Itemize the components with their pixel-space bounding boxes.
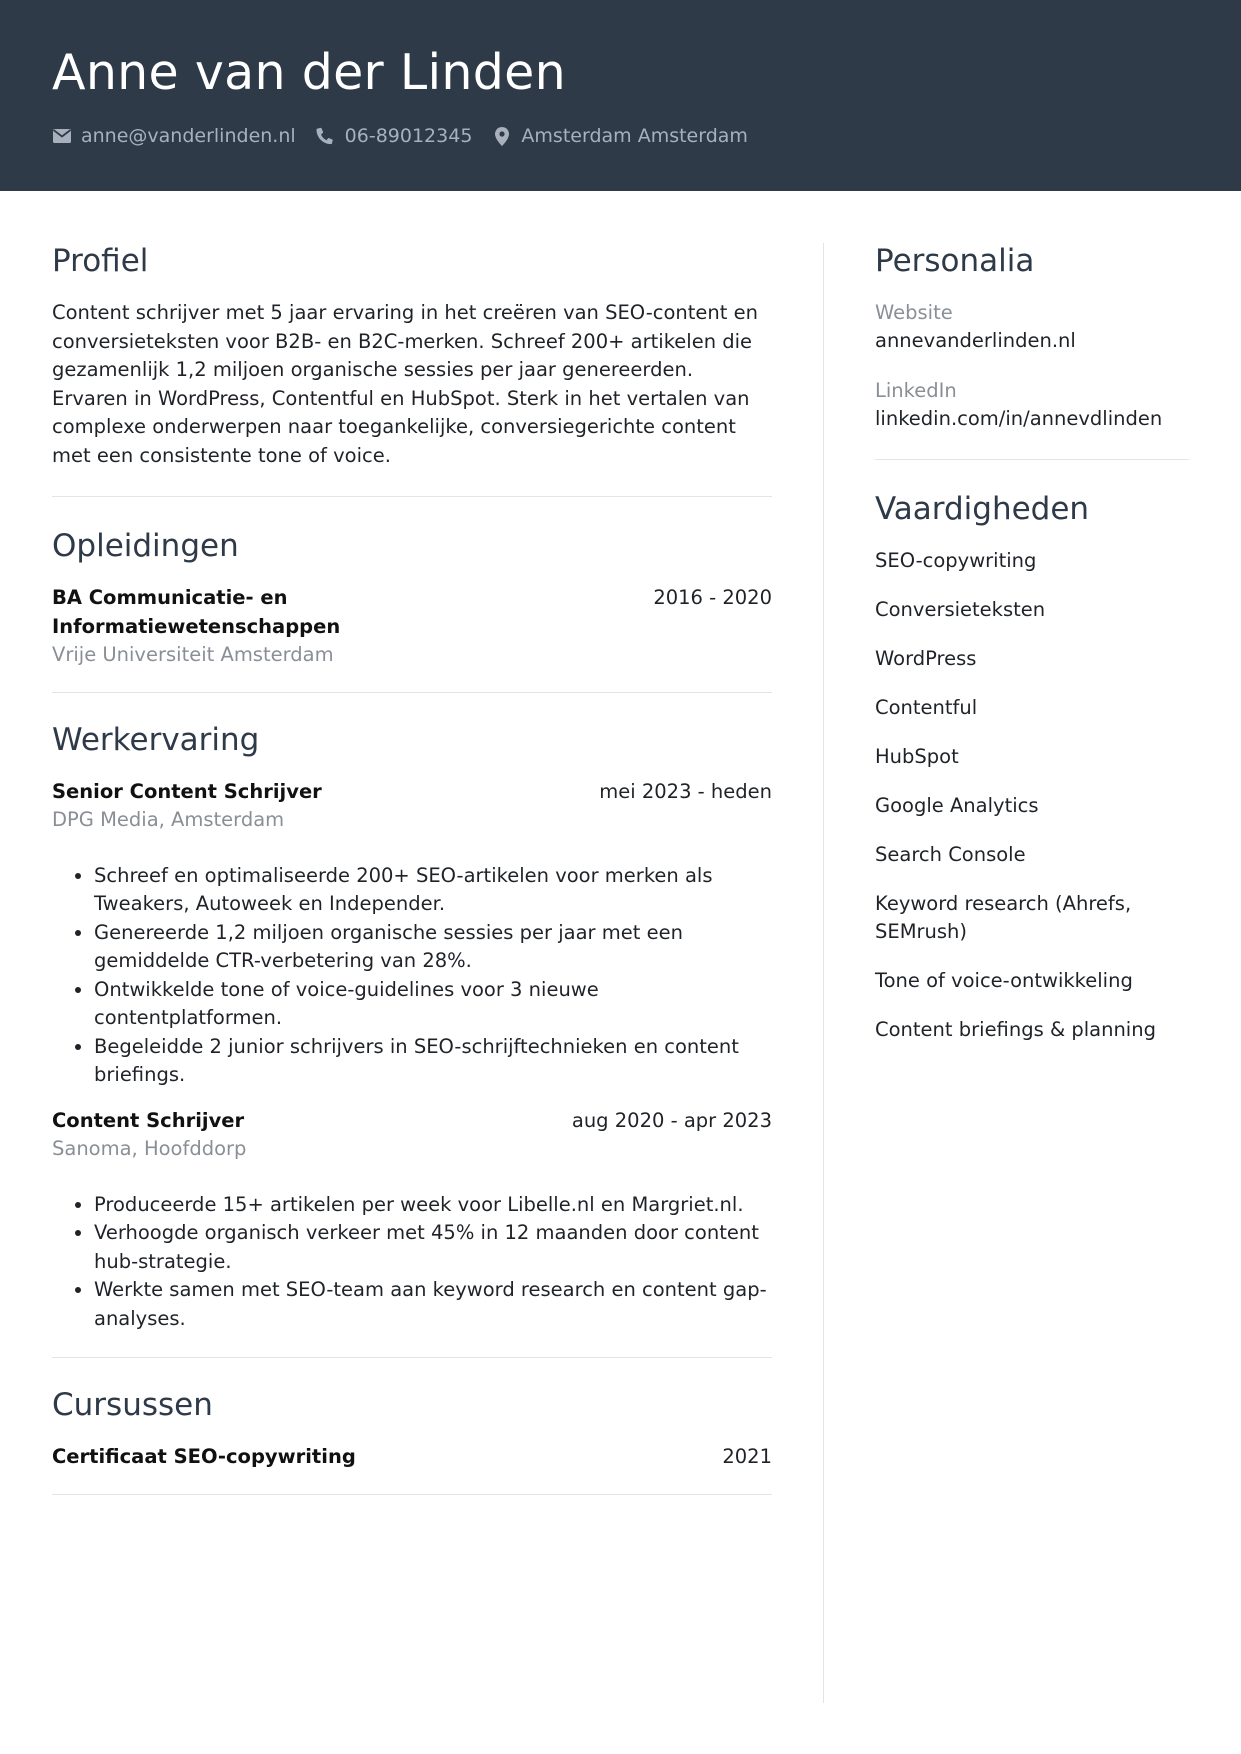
skill-item: Contentful [875,696,978,719]
skill-item: Keyword research (Ahrefs, SEMrush) [875,892,1132,943]
resume-header [0,0,1241,191]
column-divider [823,243,824,1703]
experience-entry-head [52,778,772,807]
education-entry-head [52,584,772,641]
course-entry [52,1443,772,1472]
institution: Vrije Universiteit Amsterdam [52,643,334,666]
section-divider [52,496,772,497]
location-pin-icon [492,127,511,146]
phone-icon [316,127,335,146]
degree-title-line-2: Informatiewetenschappen [52,614,341,638]
section-divider [52,1494,772,1495]
job-title: Content Schrijver [52,1108,245,1132]
side-column [875,240,1189,1065]
skill-item: HubSpot [875,745,959,768]
bullet-item: • Schreef en optimaliseerde 200+ SEO-artikelen voor merken als Tweakers, Autoweek en Independer. [94,862,772,919]
skill-item: Conversieteksten [875,598,1046,621]
website-block [875,299,1189,355]
courses-heading: Cursussen [52,1387,213,1423]
personal-section [875,240,1189,460]
experience-heading: Werkervaring [52,721,260,758]
experience-entry-head [52,1107,772,1136]
job-title: Senior Content Schrijver [52,779,322,803]
website-label: Website [875,301,953,324]
linkedin-value[interactable]: linkedin.com/in/annevdlinden [875,407,1163,430]
skill-item: SEO-copywriting [875,549,1037,572]
skill-item: Google Analytics [875,794,1039,817]
bullet-item: • Verhoogde organisch verkeer met 45% in 12 maanden door content hub-strategie. [94,1219,772,1276]
envelope-icon [52,127,71,146]
skills-section [875,488,1189,1044]
job-bullets [94,862,772,1090]
main-column [52,240,772,1495]
bullet-item: • Ontwikkelde tone of voice-guidelines voor 3 nieuwe contentplatformen. [94,976,772,1033]
contact-location-text: Amsterdam Amsterdam [521,125,748,147]
skill-item: Search Console [875,843,1026,866]
contact-phone-text: 06-89012345 [344,125,473,147]
education-date: 2016 - 2020 [653,586,772,609]
profile-heading: Profiel [52,243,149,279]
contact-email [52,125,296,147]
company: DPG Media, Amsterdam [52,808,285,831]
bullet-item: • Produceerde 15+ artikelen per week voor Libelle.nl en Margriet.nl. [94,1191,772,1220]
bullet-item: • Werkte samen met SEO-team aan keyword research en content gap-analyses. [94,1276,772,1333]
personal-heading: Personalia [875,243,1035,279]
contact-location [492,125,748,147]
linkedin-label: LinkedIn [875,379,957,402]
bullet-item: • Begeleidde 2 junior schrijvers in SEO-schrijftechnieken en content briefings. [94,1033,772,1090]
profile-text: Content schrijver met 5 jaar ervaring in het creëren van SEO-content en conversieteksten voor B2B- en B2C-merken. Schreef 200+ artikelen die gezamenlijk 1,2 miljoen organische sessies per jaar genereerden. Ervaren in WordPress, Contentful en HubSpot. Sterk in het vertalen van complexe onderwerpen naar toegankelijke, conversiegerichte content met een consistente tone of voice. [52,301,758,467]
job-date: mei 2023 - heden [599,779,772,803]
degree-title [52,584,340,641]
skills-heading: Vaardigheden [875,491,1090,527]
experience-section [52,719,772,1359]
course-entry-head [52,1443,772,1472]
job-bullets [94,1191,772,1334]
bullet-item: • Genereerde 1,2 miljoen organische sessies per jaar met een gemiddelde CTR-verbetering van 28%. [94,919,772,976]
company: Sanoma, Hoofddorp [52,1137,247,1160]
candidate-name: Anne van der Linden [52,44,566,101]
education-section [52,525,772,693]
contact-phone [316,125,473,147]
education-entry [52,584,772,670]
skill-item: WordPress [875,647,977,670]
job-date: aug 2020 - apr 2023 [571,1108,772,1132]
linkedin-block [875,377,1189,433]
website-value[interactable]: annevanderlinden.nl [875,329,1076,352]
course-title: Certificaat SEO-copywriting [52,1445,356,1468]
degree-title-line-1: BA Communicatie- en [52,586,288,609]
skill-item: Content briefings & planning [875,1018,1156,1041]
section-divider [52,1357,772,1358]
contact-email-text: anne@vanderlinden.nl [81,125,296,147]
education-heading: Opleidingen [52,528,239,564]
section-divider [52,692,772,693]
courses-section [52,1384,772,1495]
section-divider [875,459,1189,460]
experience-entry [52,1107,772,1334]
experience-entry [52,778,772,1090]
skills-list [875,547,1189,1044]
profile-section [52,240,772,497]
skill-item: Tone of voice-ontwikkeling [875,969,1133,992]
contact-row [52,122,768,150]
course-date: 2021 [722,1445,772,1468]
